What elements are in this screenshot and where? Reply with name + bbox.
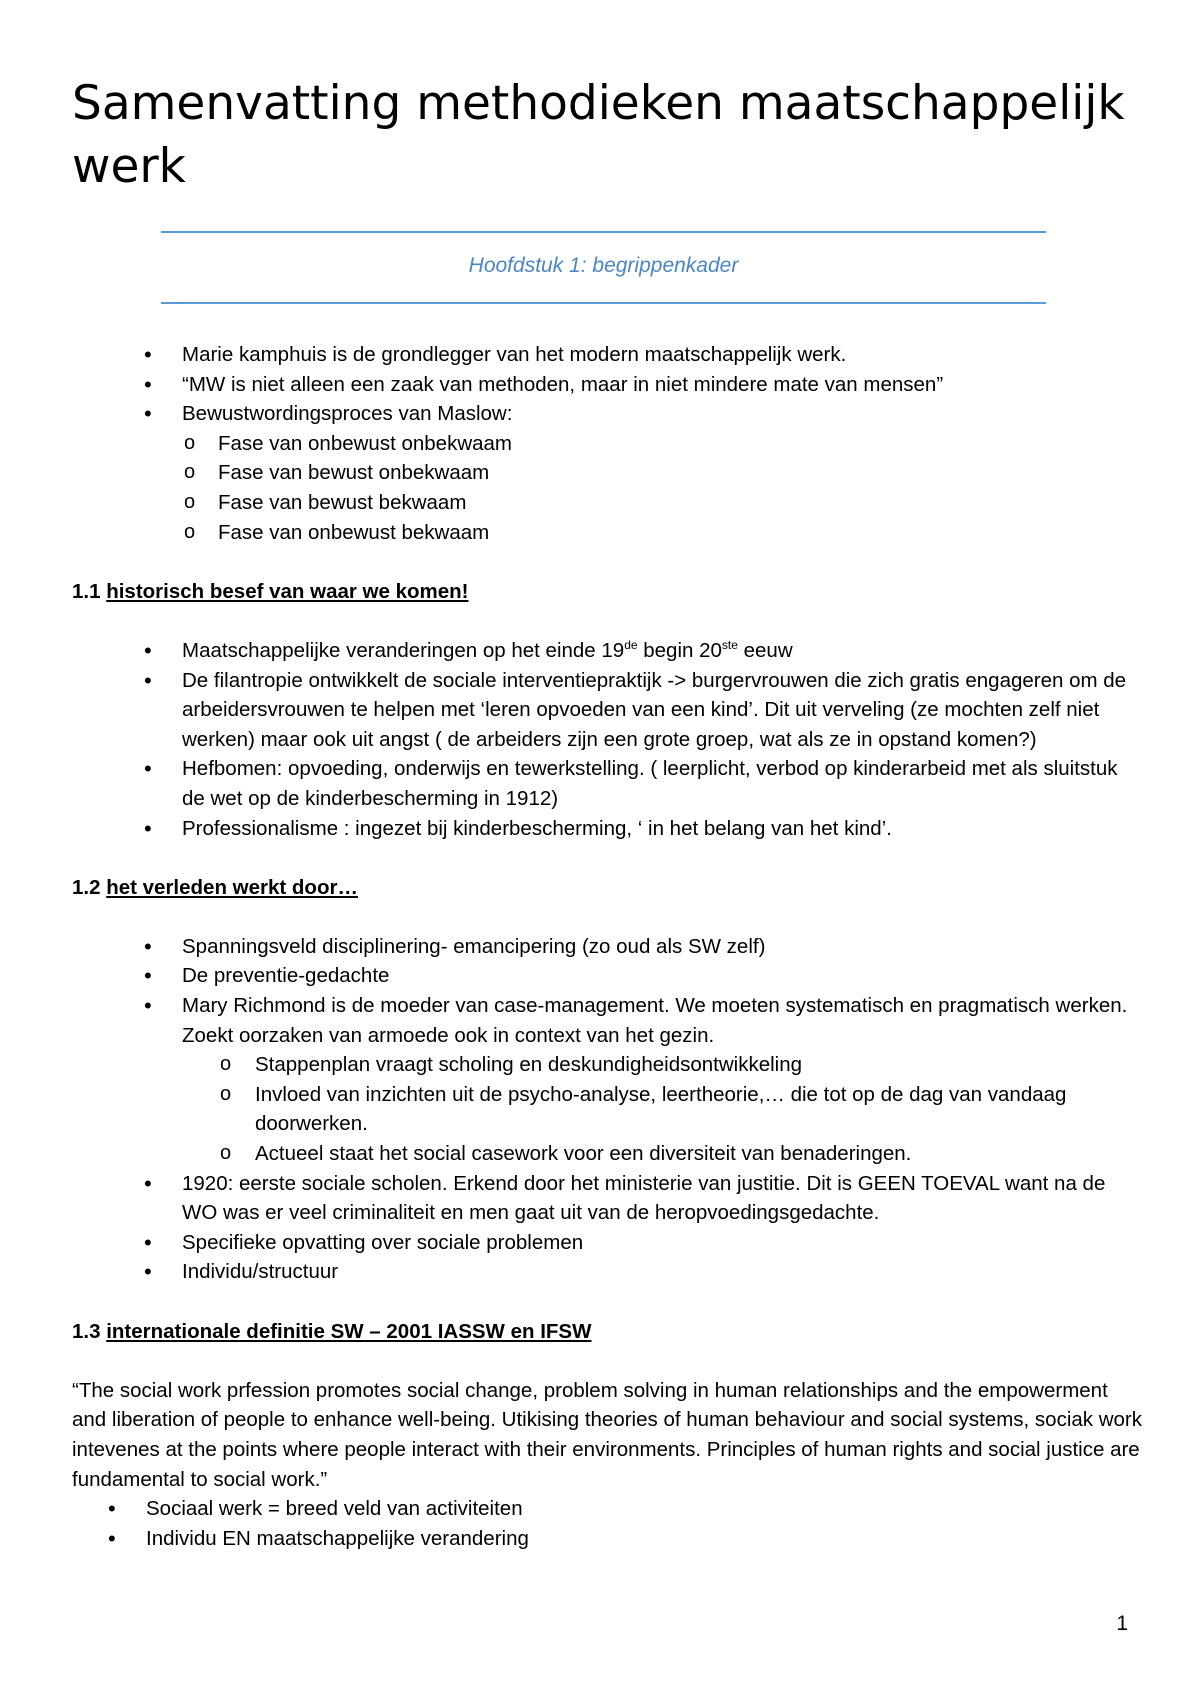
- intro-list: [72, 340, 1142, 547]
- list-item: • Marie kamphuis is de grondlegger van het modern maatschappelijk werk.: [72, 340, 1142, 370]
- list-item: • Spanningsveld disciplinering- emancipering (zo oud als SW zelf): [72, 932, 1142, 962]
- section-heading-1-1: [72, 577, 1142, 607]
- section-title: het verleden werkt door…: [106, 875, 358, 899]
- sub-list-item: o Invloed van inzichten uit de psycho-analyse, leertheorie,… die tot op de dag van vandaag doorwerken.: [72, 1080, 1142, 1139]
- sub-list-item: o Actueel staat het social casework voor een diversiteit van benaderingen.: [72, 1139, 1142, 1169]
- section-1-2-list: [72, 932, 1142, 1287]
- section-number: 1.1: [72, 579, 101, 603]
- list-item-text: Mary Richmond is de moeder van case-management. We moeten systematisch en pragmatisch werken. Zoekt oorzaken van armoede ook in context van het gezin.: [182, 994, 1128, 1047]
- definition-quote: “The social work prfession promotes social change, problem solving in human relationships and the empowerment and liberation of people to enhance well-being. Utikising theories of human behaviour and social systems, sociak work intevenes at the points where people interact with their environments. Principles of human rights and social justice are fundamental to social work.”: [72, 1378, 1143, 1491]
- document-body: [72, 340, 1142, 1553]
- list-item: • De preventie-gedachte: [72, 961, 1142, 991]
- sub-list-item: o Fase van bewust bekwaam: [72, 488, 1142, 518]
- list-item: • Specifieke opvatting over sociale problemen: [72, 1228, 1142, 1258]
- list-item: [72, 991, 1142, 1169]
- document-title: Samenvatting methodieken maatschappelijk werk: [72, 76, 1125, 194]
- list-item: • Sociaal werk = breed veld van activiteiten: [72, 1494, 1142, 1524]
- section-number: 1.3: [72, 1319, 101, 1343]
- section-title: internationale definitie SW – 2001 IASSW en IFSW: [106, 1319, 592, 1343]
- section-number: 1.2: [72, 875, 101, 899]
- sub-list-item: o Fase van onbewust bekwaam: [72, 518, 1142, 548]
- list-item: • Maatschappelijke veranderingen op het einde 19de begin 20ste eeuw: [72, 636, 1142, 666]
- list-item: [72, 399, 1142, 547]
- page-number: 1: [1116, 1612, 1128, 1635]
- section-heading-1-2: [72, 873, 1142, 903]
- richmond-sub-list: [72, 1050, 1142, 1168]
- chapter-subtitle: Hoofdstuk 1: begrippenkader: [468, 254, 739, 277]
- sub-list-item: o Fase van onbewust onbekwaam: [72, 429, 1142, 459]
- list-item: • Hefbomen: opvoeding, onderwijs en tewerkstelling. ( leerplicht, verbod op kinderarbeid met als sluitstuk de wet op de kinderbescherming in 1912): [72, 754, 1142, 813]
- section-heading-1-3: [72, 1317, 1142, 1347]
- list-item: • 1920: eerste sociale scholen. Erkend door het ministerie van justitie. Dit is GEEN TOEVAL want na de WO was er veel criminaliteit en men gaat uit van de heropvoedingsgedachte.: [72, 1169, 1142, 1228]
- list-item: • Professionalisme : ingezet bij kinderbescherming, ‘ in het belang van het kind’.: [72, 814, 1142, 844]
- section-1-1-list: [72, 636, 1142, 843]
- sub-list-item: o Fase van bewust onbekwaam: [72, 458, 1142, 488]
- sub-list-item: o Stappenplan vraagt scholing en deskundigheidsontwikkeling: [72, 1050, 1142, 1080]
- maslow-phase-list: [72, 429, 1142, 547]
- list-item: • “MW is niet alleen een zaak van methoden, maar in niet mindere mate van mensen”: [72, 370, 1142, 400]
- subtitle-rule-bottom: [161, 302, 1046, 304]
- list-item: • De filantropie ontwikkelt de sociale interventiepraktijk -> burgervrouwen die zich gratis engageren om de arbeidersvrouwen te helpen met ‘leren opvoeden van een kind’. Dit uit verveling (ze mochten zelf niet werken) maar ook uit angst ( de arbeiders zijn een grote groep, wat als ze in opstand komen?): [72, 666, 1142, 755]
- section-1-3-list: [72, 1494, 1142, 1553]
- section-title: historisch besef van waar we komen!: [106, 579, 469, 603]
- list-item: • Individu/structuur: [72, 1257, 1142, 1287]
- list-item-text: Bewustwordingsproces van Maslow:: [182, 402, 513, 426]
- list-item: • Individu EN maatschappelijke verandering: [72, 1524, 1142, 1554]
- subtitle-rule-top: [161, 231, 1046, 233]
